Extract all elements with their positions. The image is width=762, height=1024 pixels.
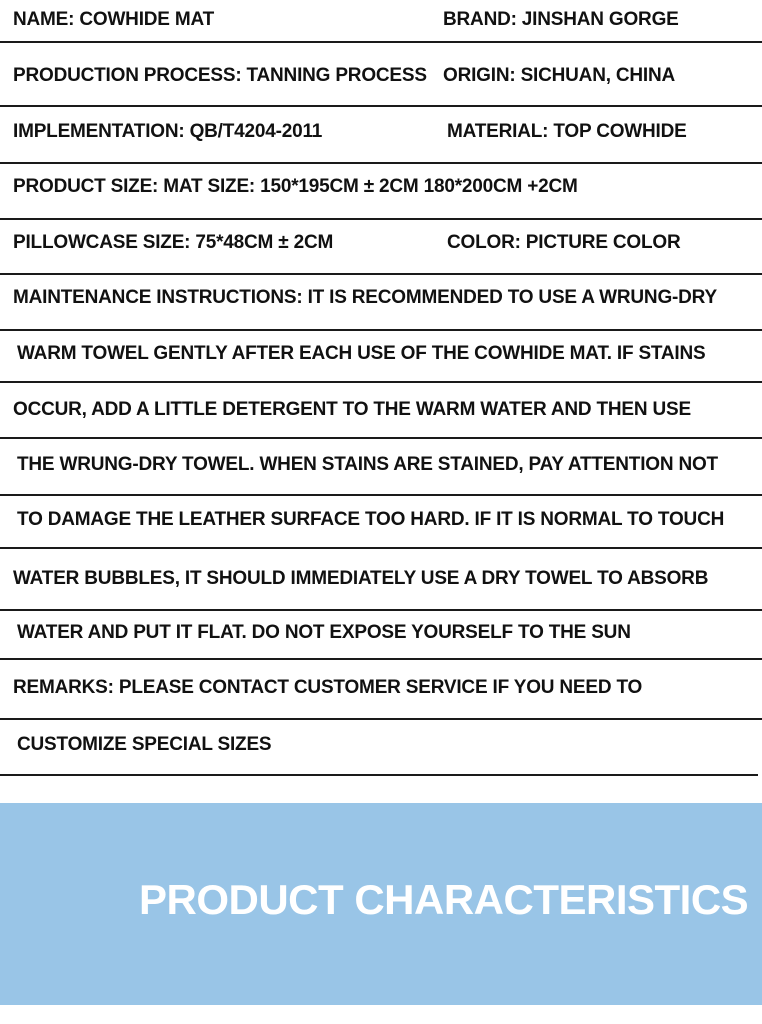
- spec-row-maintenance-3: [0, 383, 762, 439]
- spec-name: NAME: COWHIDE MAT: [13, 9, 214, 30]
- spec-row-maintenance-5: [0, 496, 762, 549]
- spec-material: MATERIAL: TOP COWHIDE: [447, 121, 687, 142]
- spec-row-maintenance-4: [0, 439, 762, 496]
- spec-brand: BRAND: JINSHAN GORGE: [443, 9, 679, 30]
- spec-row-pillowcase-color: [0, 220, 762, 275]
- maintenance-line: THE WRUNG-DRY TOWEL. WHEN STAINS ARE STAINED, PAY ATTENTION NOT: [17, 454, 718, 475]
- spec-row-product-size: [0, 164, 762, 220]
- maintenance-line: WARM TOWEL GENTLY AFTER EACH USE OF THE COWHIDE MAT. IF STAINS: [17, 343, 706, 364]
- maintenance-line: WATER BUBBLES, IT SHOULD IMMEDIATELY USE A DRY TOWEL TO ABSORB: [13, 568, 709, 589]
- spec-production-process: PRODUCTION PROCESS: TANNING PROCESS: [13, 65, 427, 86]
- spec-product-size: PRODUCT SIZE: MAT SIZE: 150*195CM ± 2CM 180*200CM +2CM: [13, 176, 578, 197]
- spec-color: COLOR: PICTURE COLOR: [447, 232, 681, 253]
- spec-row-maintenance-1: [0, 275, 762, 331]
- spec-row-maintenance-7: [0, 611, 762, 660]
- remarks-line: CUSTOMIZE SPECIAL SIZES: [17, 734, 272, 755]
- maintenance-line: TO DAMAGE THE LEATHER SURFACE TOO HARD. IF IT IS NORMAL TO TOUCH: [17, 509, 725, 530]
- remarks-line: REMARKS: PLEASE CONTACT CUSTOMER SERVICE IF YOU NEED TO: [13, 677, 643, 698]
- banner-title: PRODUCT CHARACTERISTICS: [139, 876, 749, 923]
- spec-pillowcase-size: PILLOWCASE SIZE: 75*48CM ± 2CM: [13, 232, 334, 253]
- spec-row-maintenance-6: [0, 549, 762, 611]
- spec-row-process-origin: [0, 43, 762, 107]
- product-characteristics-banner: [0, 803, 762, 1005]
- spec-row-remarks-2: [0, 720, 758, 776]
- maintenance-line: WATER AND PUT IT FLAT. DO NOT EXPOSE YOURSELF TO THE SUN: [17, 622, 631, 643]
- maintenance-line: MAINTENANCE INSTRUCTIONS: IT IS RECOMMENDED TO USE A WRUNG-DRY: [13, 287, 717, 308]
- spec-row-remarks-1: [0, 660, 762, 720]
- spec-origin: ORIGIN: SICHUAN, CHINA: [443, 65, 676, 86]
- spec-row-name-brand: [0, 0, 762, 43]
- maintenance-line: OCCUR, ADD A LITTLE DETERGENT TO THE WARM WATER AND THEN USE: [13, 399, 691, 420]
- spec-row-maintenance-2: [0, 331, 762, 383]
- spec-row-implementation-material: [0, 107, 762, 164]
- spec-implementation: IMPLEMENTATION: QB/T4204-2011: [13, 121, 323, 142]
